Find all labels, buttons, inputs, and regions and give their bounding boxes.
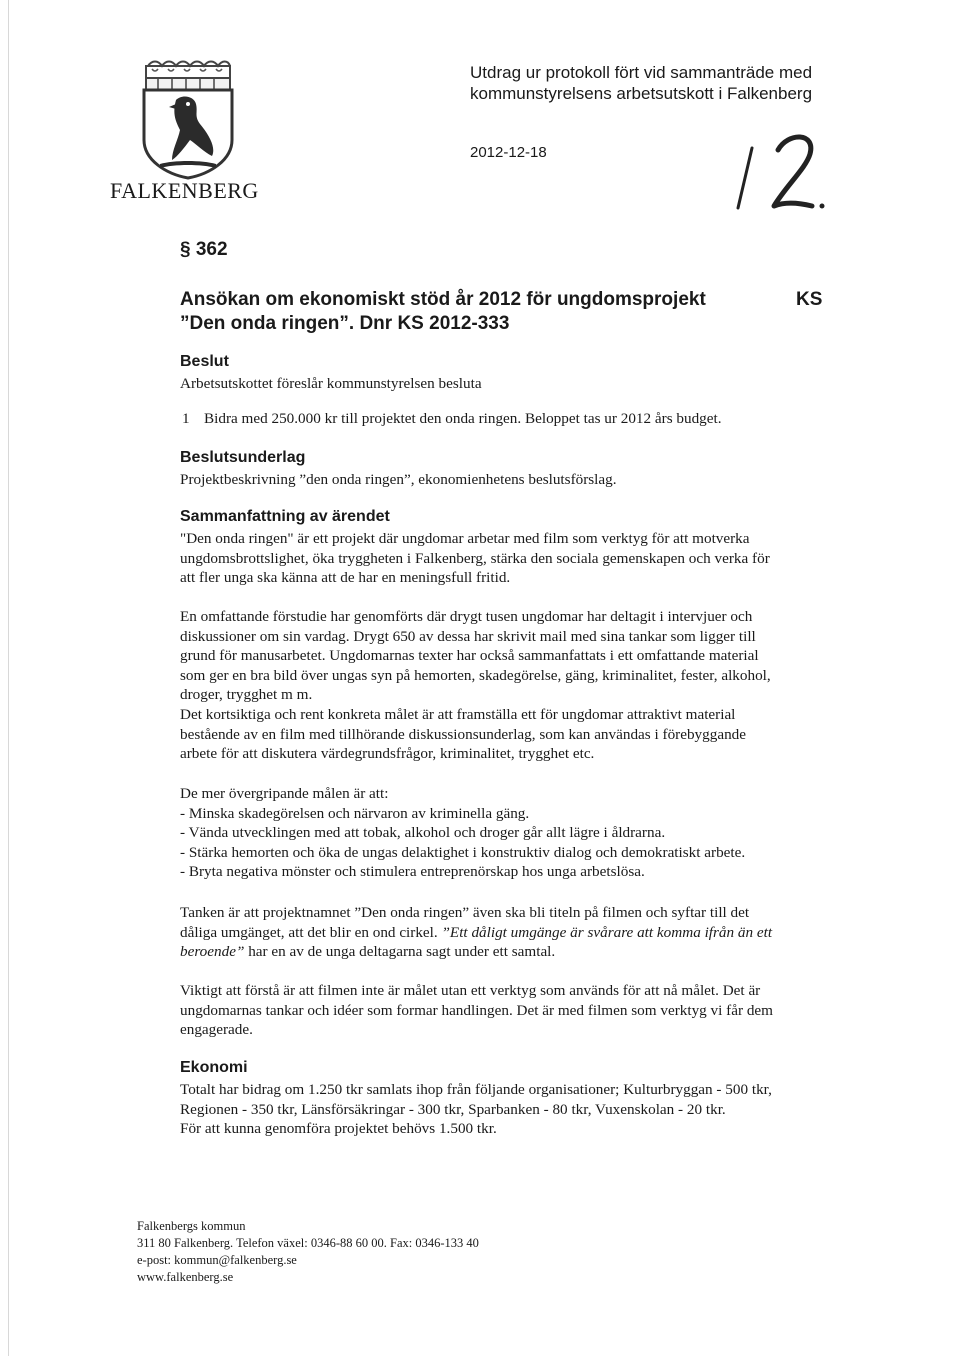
text-line: "Den onda ringen" är ett projekt där ungdomar arbetar med film som verktyg för att motverka xyxy=(180,530,750,547)
sammanfattning-para2 xyxy=(180,607,771,764)
text-line: grund för manusarbetet. Ungdomarnas texter har också sammanfattats i ett omfattande material xyxy=(180,647,759,665)
text-line: arbete för att diskutera värdegrundsfrågor, kriminalitet, trygghet etc. xyxy=(180,745,595,763)
case-title-line1: Ansökan om ekonomiskt stöd år 2012 för ungdomsprojekt xyxy=(180,289,706,310)
goal-item: - Vända utvecklingen med att tobak, alkohol och droger går allt lägre i åldrarna. xyxy=(180,824,666,842)
committee-code: KS xyxy=(796,289,823,310)
goal-item: - Stärka hemorten och öka de ungas delaktighet i konstruktiv dialog och demokratiskt arbete. xyxy=(180,843,746,861)
handwritten-note xyxy=(730,128,830,218)
text-line: ungdomarnas tankar och idéer som formar handlingen. Det är med filmen som verktyg vi får dem xyxy=(180,1001,773,1019)
header-title-line2: kommunstyrelsens arbetsutskott i Falkenberg xyxy=(470,84,813,103)
beslut-item-number: 1 xyxy=(182,410,190,427)
text-line: Totalt har bidrag om 1.250 tkr samlats ihop från följande organisationer; Kulturbryggan - 500 tkr, xyxy=(180,1081,772,1098)
text-line: att fler unga ska känna att de har en meningsfull fritid. xyxy=(180,569,511,587)
text-line: Viktigt att förstå är att filmen inte är målet utan ett verktyg som används för att nå målet. Det är xyxy=(180,982,761,999)
meeting-date: 2012-12-18 xyxy=(470,144,547,161)
text-line: Regionen - 350 tkr, Länsförsäkringar - 300 tkr, Sparbanken - 80 tkr, Vuxenskolan - 20 tkr. xyxy=(180,1100,726,1118)
footer-org: Falkenbergs kommun xyxy=(137,1219,246,1233)
paragraph-number: § 362 xyxy=(180,239,228,260)
text-line: Tanken är att projektnamnet ”Den onda ringen” även ska bli titeln på filmen och syftar till det xyxy=(180,904,750,921)
text-line: En omfattande förstudie har genomförts där drygt tusen ungdomar har deltagit i intervjuer och xyxy=(180,608,753,625)
municipality-name: FALKENBERG xyxy=(110,178,259,203)
beslutsunderlag-text: Projektbeskrivning ”den onda ringen”, ekonomienhetens beslutsförslag. xyxy=(180,471,617,488)
footer-contact xyxy=(137,1218,479,1286)
case-title-line2: ”Den onda ringen”. Dnr KS 2012-333 xyxy=(180,313,510,334)
goals-intro: De mer övergripande målen är att: xyxy=(180,785,389,802)
text-line: diskussioner om sin vardag. Drygt 650 av dessa har skrivit mail med sina tankar som ligger till xyxy=(180,627,756,645)
text-line xyxy=(180,923,772,943)
beslut-item-text: Bidra med 250.000 kr till projektet den onda ringen. Beloppet tas ur 2012 års budget. xyxy=(204,410,722,427)
beslut-intro: Arbetsutskottet föreslår kommunstyrelsen besluta xyxy=(180,375,482,392)
goals-block xyxy=(180,784,745,882)
header-title-line1: Utdrag ur protokoll fört vid sammanträde med xyxy=(470,63,813,82)
ekonomi-heading: Ekonomi xyxy=(180,1059,248,1076)
text-line: engagerade. xyxy=(180,1021,253,1039)
text-line: som ger en bra bild över ungas syn på hemorten, skadegörelse, gäng, kriminalitet, fester, alkohol, xyxy=(180,666,771,684)
text-plain: dåliga umgänget, att det blir en ond cirkel. xyxy=(180,923,442,941)
page-border-line xyxy=(8,0,9,1356)
beslutsunderlag-heading: Beslutsunderlag xyxy=(180,449,306,466)
text-line: För att kunna genomföra projektet behövs 1.500 tkr. xyxy=(180,1120,497,1138)
goal-item: - Bryta negativa mönster och stimulera entreprenörskap hos unga arbetslösa. xyxy=(180,863,645,881)
sammanfattning-para4 xyxy=(180,981,773,1040)
footer-email: e-post: kommun@falkenberg.se xyxy=(137,1253,297,1267)
quote-text: beroende” xyxy=(180,943,245,961)
beslut-heading: Beslut xyxy=(180,353,229,370)
case-title xyxy=(180,288,706,336)
text-line: droger, trygghet m m. xyxy=(180,686,313,704)
sammanfattning-heading: Sammanfattning av ärendet xyxy=(180,508,390,525)
text-plain: har en av de unga deltagarna sagt under ett samtal. xyxy=(244,943,556,961)
text-line: ungdomsbrottslighet, öka tryggheten i Falkenberg, stärka den sociala gemenskapen och verka för xyxy=(180,549,770,567)
text-line xyxy=(180,942,772,962)
footer-website: www.falkenberg.se xyxy=(137,1270,234,1284)
goal-item: - Minska skadegörelsen och närvaron av kriminella gäng. xyxy=(180,804,530,822)
ekonomi-text xyxy=(180,1080,772,1139)
sammanfattning-para3 xyxy=(180,903,772,962)
falcon-coat-of-arms-icon xyxy=(138,60,238,180)
quote-text: ”Ett dåligt umgänge är svårare att komma ifrån än ett xyxy=(441,923,773,941)
text-line: bestående av en film med tillhörande diskussionsunderlag, som kan användas i förebyggande xyxy=(180,725,747,743)
sammanfattning-para1 xyxy=(180,529,770,588)
text-line: Det kortsiktiga och rent konkreta målet är att framställa ett för ungdomar attraktivt material xyxy=(180,705,736,723)
beslut-item xyxy=(182,410,722,428)
footer-address: 311 80 Falkenberg. Telefon växel: 0346-88 60 00. Fax: 0346-133 40 xyxy=(137,1236,479,1250)
